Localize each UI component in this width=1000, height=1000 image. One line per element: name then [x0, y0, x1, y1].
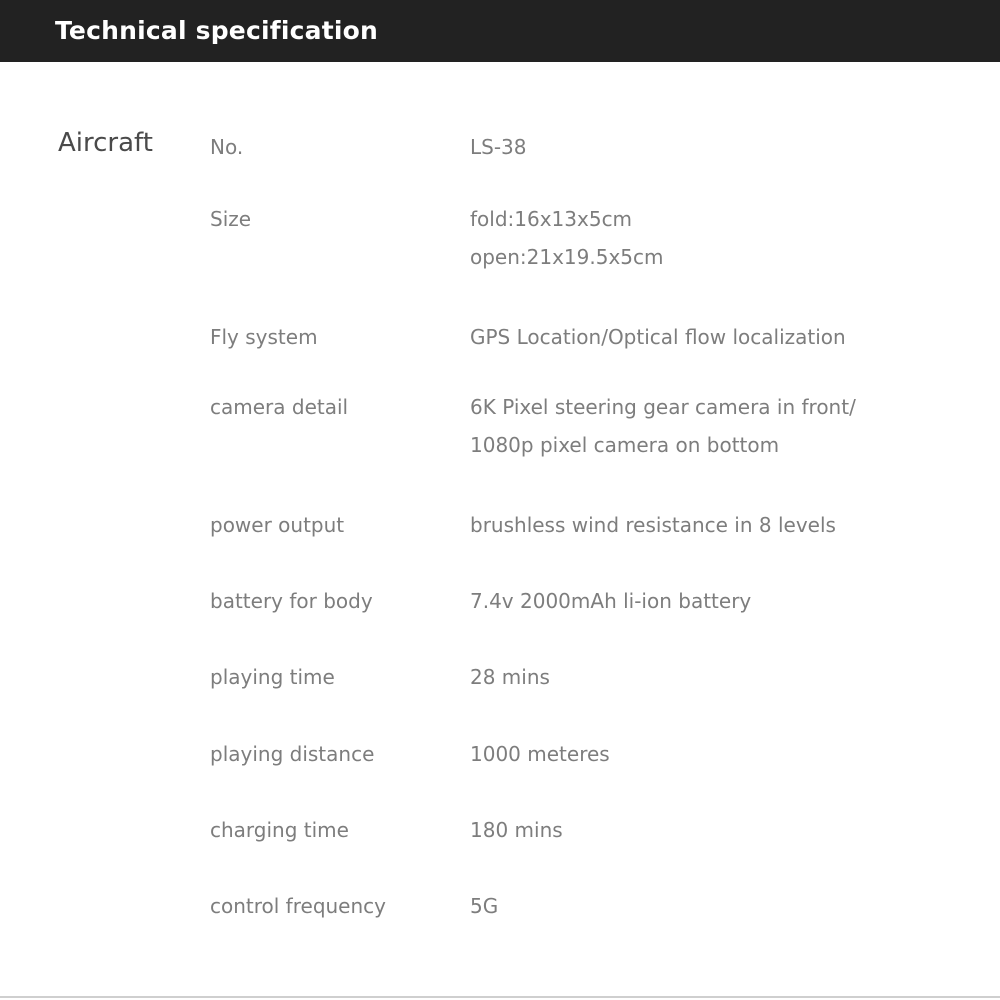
spec-value-line: 5G [470, 894, 499, 918]
spec-value-line: 7.4v 2000mAh li-ion battery [470, 589, 752, 613]
spec-label: power output [210, 513, 345, 537]
spec-value-line: GPS Location/Optical flow localization [470, 325, 846, 349]
spec-value [470, 735, 970, 773]
spec-value-line: fold:16x13x5cm [470, 207, 633, 231]
category-heading: Aircraft [58, 128, 153, 158]
spec-label: playing time [210, 665, 335, 689]
spec-value [470, 811, 970, 849]
spec-value [470, 200, 970, 276]
spec-value [470, 887, 970, 925]
spec-label: Fly system [210, 325, 318, 349]
spec-label: camera detail [210, 395, 349, 419]
page-title: Technical specification [55, 16, 378, 45]
spec-value-line: open:21x19.5x5cm [470, 245, 664, 269]
spec-value-line: 180 mins [470, 818, 563, 842]
spec-label: Size [210, 207, 252, 231]
spec-value-line: brushless wind resistance in 8 levels [470, 513, 836, 537]
spec-value [470, 388, 970, 464]
spec-value [470, 506, 970, 544]
spec-value-line: 6K Pixel steering gear camera in front/ [470, 395, 856, 419]
spec-label: No. [210, 135, 244, 159]
spec-label: charging time [210, 818, 349, 842]
spec-value [470, 658, 970, 696]
spec-value-line: 28 mins [470, 665, 550, 689]
spec-value-line: LS-38 [470, 135, 527, 159]
spec-value [470, 128, 970, 166]
spec-value-line: 1080p pixel camera on bottom [470, 433, 780, 457]
spec-value [470, 582, 970, 620]
spec-label: battery for body [210, 589, 373, 613]
spec-label: playing distance [210, 742, 375, 766]
header-bar [0, 0, 1000, 62]
spec-value [470, 318, 970, 356]
bottom-divider [0, 996, 1000, 998]
spec-value-line: 1000 meteres [470, 742, 610, 766]
spec-label: control frequency [210, 894, 386, 918]
